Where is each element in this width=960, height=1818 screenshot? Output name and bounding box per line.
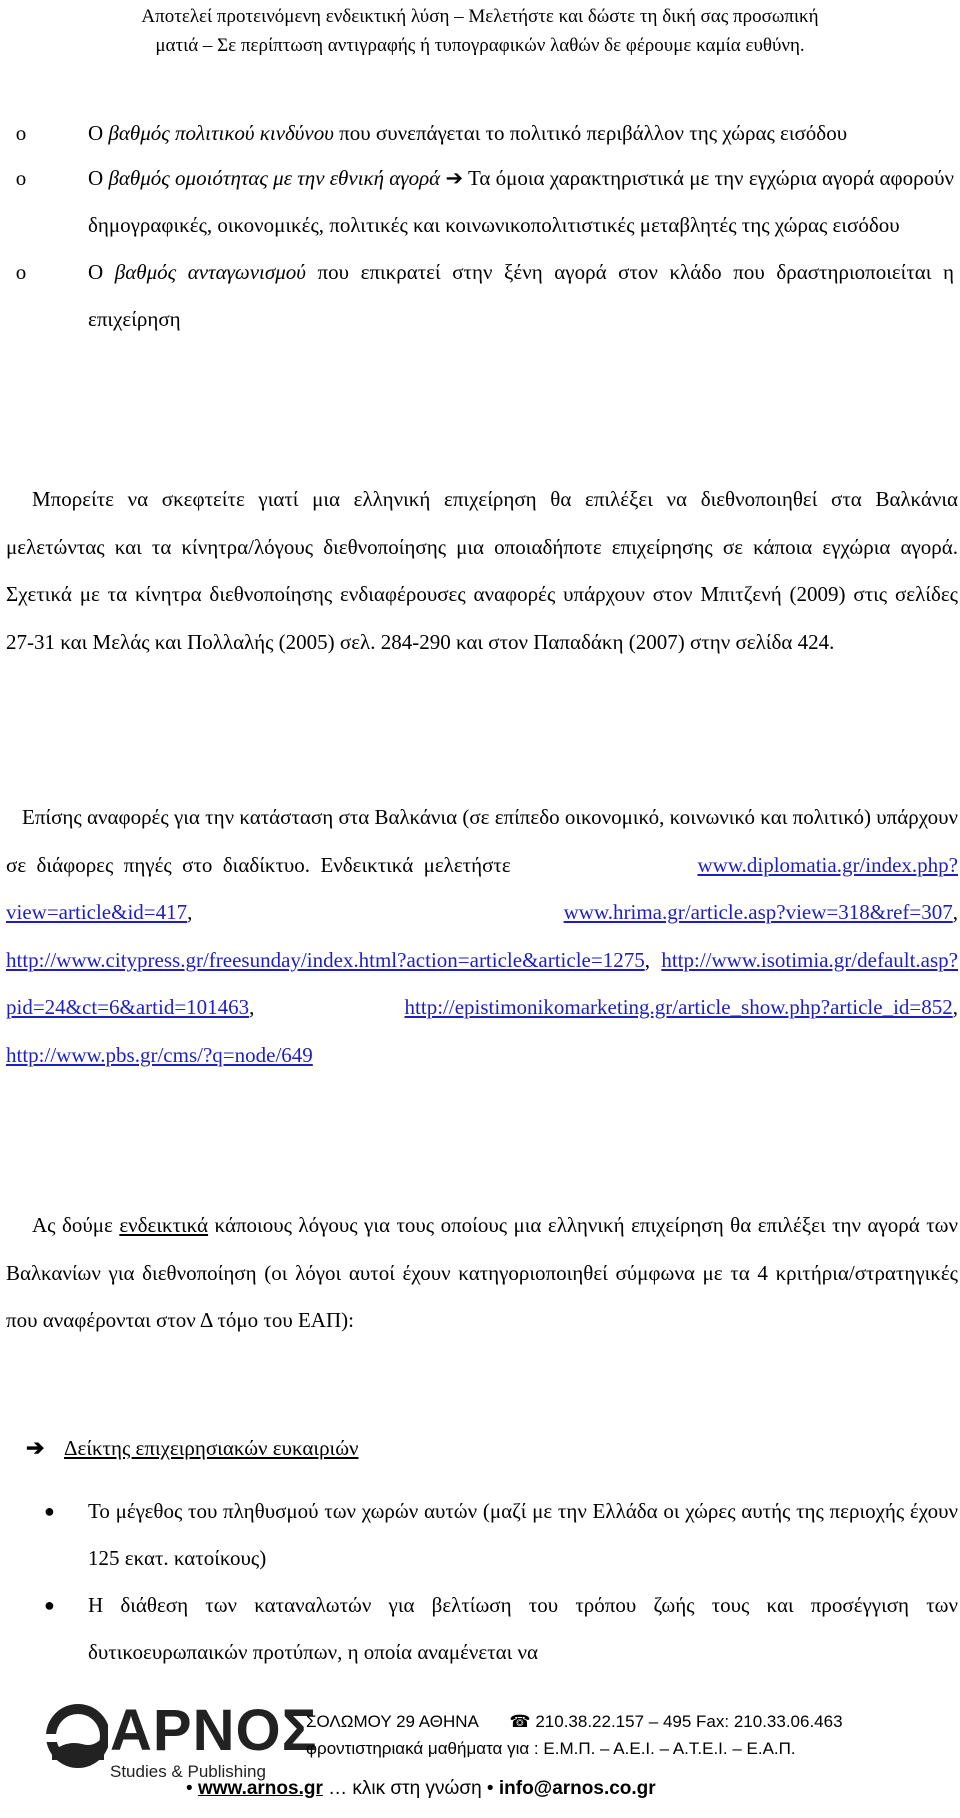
source-link[interactable]: http://epistimonikomarketing.gr/article_show.php?article_id=852 bbox=[404, 995, 953, 1019]
page-header bbox=[0, 0, 960, 60]
paragraph-reasons-intro: Ας δούμε ενδεικτικά κάποιους λόγους για τους οποίους μια ελληνική επιχείρηση θα επιλέξει την αγορά των Βαλκανίων για διεθνοποίηση (οι λόγοι αυτοί έχουν κατηγοριοποιηθεί σύμφωνα με τα 4 κριτήρια/στρατηγικές που αναφέρονται στον Δ τόμο του ΕΑΠ): bbox=[6, 1213, 958, 1332]
criteria-list bbox=[6, 110, 954, 343]
source-link[interactable]: www.hrima.gr/article.asp?view=318&ref=307 bbox=[563, 900, 953, 924]
opportunities-list bbox=[6, 1488, 958, 1676]
right-arrow-icon: ➔ bbox=[440, 166, 468, 190]
list-item: ● Η διάθεση των καταναλωτών για βελτίωση του τρόπου ζωής τους και προσέγγιση των δυτικοευρωπαικών προτύπων, η οποία αναμένεται να bbox=[6, 1582, 958, 1676]
circle-bullet-icon: o bbox=[15, 121, 27, 145]
header-line-1: Αποτελεί προτεινόμενη ενδεικτική λύση – Μελετήστε και δώστε τη δική σας προσωπική bbox=[141, 6, 819, 27]
list-item: o Ο βαθμός ομοιότητας με την εθνική αγορά ➔ Τα όμοια χαρακτηριστικά με την εγχώρια αγορά αφορούν δημογραφικές, οικονομικές, πολιτικές και κοινωνικοπολιτιστικές μεταβλητές της χώρας εισόδου bbox=[6, 155, 954, 249]
page-footer bbox=[0, 1686, 960, 1818]
fax-number: Fax: 210.33.06.463 bbox=[696, 1712, 843, 1731]
source-link[interactable]: www.diplomatia.gr/index.php?view=article&id=417 bbox=[6, 852, 959, 924]
contact-line-1 bbox=[306, 1712, 843, 1732]
slogan: … κλικ στη γνώση bbox=[328, 1778, 482, 1799]
logo-subtitle: Studies & Publishing bbox=[110, 1762, 266, 1781]
list-item: o Ο βαθμός πολιτικού κινδύνου που συνεπάγεται το πολιτικό περιβάλλον της χώρας εισόδου bbox=[6, 110, 954, 157]
email-link[interactable]: info@arnos.co.gr bbox=[498, 1778, 656, 1799]
address: ΣΟΛΩΜΟΥ 29 ΑΘΗΝΑ bbox=[306, 1712, 478, 1731]
phone-icon: ☎ bbox=[509, 1712, 531, 1731]
source-link[interactable]: http://www.isotimia.gr/default.asp?pid=24&ct=6&artid=101463 bbox=[6, 947, 958, 1019]
phone-number: 210.38.22.157 – 495 bbox=[535, 1712, 692, 1731]
header-line-2: ματιά – Σε περίπτωση αντιγραφής ή τυπογραφικών λαθών δε φέρουμε καμία ευθύνη. bbox=[155, 35, 805, 56]
right-arrow-icon: ➔ bbox=[26, 1435, 45, 1460]
logo-wordmark: ΑΡΝΟΣ bbox=[110, 1698, 318, 1763]
bullet-dot-icon: ● bbox=[44, 1501, 55, 1521]
paragraph-balkans-sources: Επίσης αναφορές για την κατάσταση στα Βαλκάνια (σε επίπεδο οικονομικό, κοινωνικό και πολιτικό) υπάρχουν σε διάφορες πηγές στο διαδίκτυο. Ενδεικτικά μελετήστε www.diplomatia.gr/index.php?view=article&id=417, www.hrima.gr/article.asp?view=318&ref=307, http://www.citypress.gr/freesunday/index.html?action=article&article=1275, http://www.isotimia.gr/default.asp?pid=24&ct=6&artid=101463, http://epistimonikomarketing.gr/article_show.php?article_id=852, http://www.pbs.gr/cms/?q=node/649 bbox=[6, 805, 959, 1067]
contact-line-3 bbox=[186, 1778, 656, 1800]
circle-bullet-icon: o bbox=[15, 166, 27, 190]
contact-line-2: φροντιστηριακά μαθήματα για : Ε.Μ.Π. – Α.Ε.Ι. – Α.Τ.Ε.Ι. – Ε.Α.Π. bbox=[306, 1739, 796, 1758]
paragraph-motives: Μπορείτε να σκεφτείτε γιατί μια ελληνική επιχείρηση θα επιλέξει να διεθνοποιηθεί στα Βαλκάνια μελετώντας και τα κίνητρα/λόγους διεθνοποίησης μια οποιαδήποτε επιχείρησης σε κάποια εγχώρια αγορά. Σχετικά με τα κίνητρα διεθνοποίησης ενδιαφέρουσες αναφορές υπάρχουν στον Μπιτζενή (2009) στις σελίδες 27-31 και Μελάς και Πολλαλής (2005) σελ. 284-290 και στον Παπαδάκη (2007) στην σελίδα 424. bbox=[6, 487, 958, 654]
arnos-logo bbox=[42, 1696, 318, 1788]
circle-bullet-icon: o bbox=[15, 260, 27, 284]
list-item: ● Το μέγεθος του πληθυσμού των χωρών αυτών (μαζί με την Ελλάδα οι χώρες αυτής της περιοχής έχουν 125 εκατ. κατοίκους) bbox=[6, 1488, 958, 1582]
source-link[interactable]: http://www.pbs.gr/cms/?q=node/649 bbox=[6, 1042, 313, 1067]
list-item: o Ο βαθμός ανταγωνισμού που επικρατεί στην ξένη αγορά στον κλάδο που δραστηριοποιείται η επιχείρηση bbox=[6, 249, 954, 343]
arnos-logo-icon bbox=[42, 1700, 108, 1772]
section-heading: ➔ Δείκτης επιχειρησιακών ευκαιριών bbox=[26, 1424, 359, 1472]
bullet-dot-icon: • bbox=[186, 1778, 193, 1799]
bullet-dot-icon: ● bbox=[44, 1595, 55, 1615]
website-link[interactable]: www.arnos.gr bbox=[197, 1778, 323, 1799]
bullet-dot-icon: • bbox=[486, 1778, 494, 1799]
source-link[interactable]: http://www.citypress.gr/freesunday/index.html?action=article&article=1275 bbox=[6, 947, 645, 972]
